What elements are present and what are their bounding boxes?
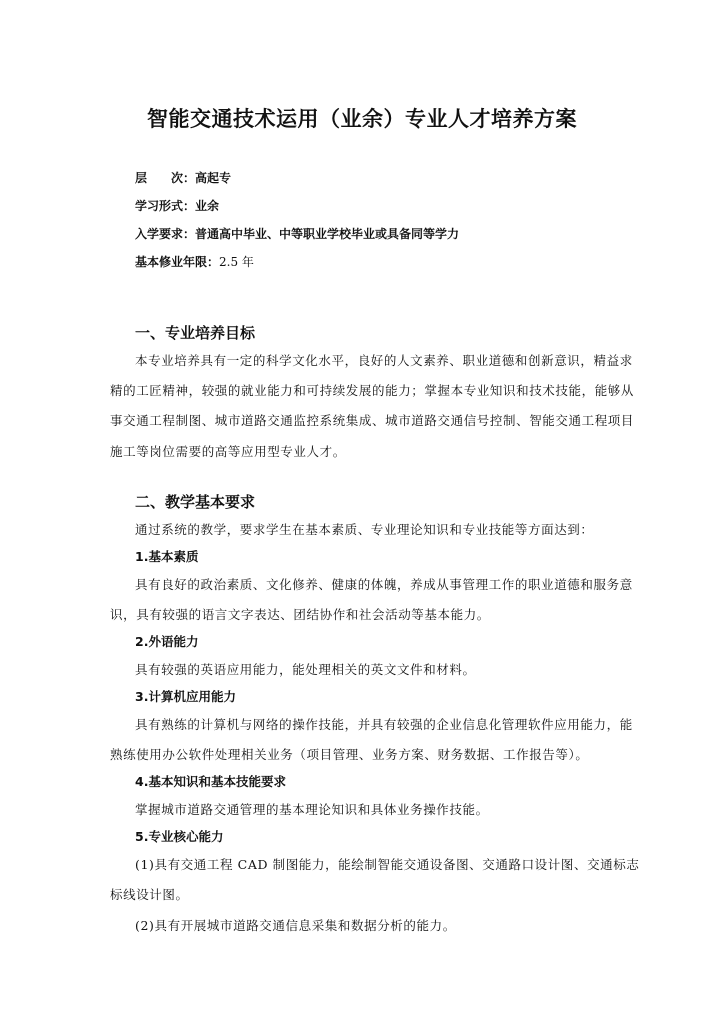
meta-duration [135, 253, 254, 270]
meta-level-value: 高起专 [195, 171, 232, 185]
paragraph-line: (1)具有交通工程 CAD 制图能力，能绘制智能交通设备图、交通路口设计图、交通标志 [135, 857, 640, 872]
meta-admission-label: 入学要求： [135, 227, 196, 241]
paragraph-line: 掌握城市道路交通管理的基本理论知识和具体业务操作技能。 [135, 802, 489, 817]
paragraph-line: (2)具有开展城市道路交通信息采集和数据分析的能力。 [135, 918, 456, 933]
paragraph-line: 具有良好的政治素质、文化修养、健康的体魄，养成从事管理工作的职业道德和服务意 [135, 577, 633, 592]
meta-study-form [135, 197, 219, 214]
paragraph-line: 精的工匠精神，较强的就业能力和可持续发展的能力；掌握本专业知识和技术技能，能够从 [110, 383, 635, 398]
paragraph-line: 事交通工程制图、城市道路交通监控系统集成、城市道路交通信号控制、智能交通工程项目 [110, 413, 635, 428]
document-title: 智能交通技术运用（业余）专业人才培养方案 [147, 107, 577, 131]
subheading-computer-skills: 3.计算机应用能力 [135, 689, 236, 704]
meta-admission [135, 225, 459, 242]
paragraph-line: 具有较强的英语应用能力，能处理相关的英文文件和材料。 [135, 662, 476, 677]
section-teaching-requirements-heading: 二、教学基本要求 [135, 493, 256, 511]
meta-admission-value: 普通高中毕业、中等职业学校毕业或具备同等学力 [195, 227, 460, 241]
subheading-basic-quality: 1.基本素质 [135, 549, 199, 564]
meta-study-form-value: 业余 [195, 199, 220, 213]
subheading-foreign-language: 2.外语能力 [135, 634, 199, 649]
meta-duration-label: 基本修业年限： [135, 255, 220, 269]
meta-study-form-label: 学习形式： [135, 199, 196, 213]
paragraph-line: 施工等岗位需要的高等应用型专业人才。 [110, 444, 346, 459]
subheading-core-ability: 5.专业核心能力 [135, 829, 224, 844]
meta-level-label: 层 次： [135, 171, 196, 185]
paragraph-line: 识，具有较强的语言文字表达、团结协作和社会活动等基本能力。 [110, 607, 490, 622]
subheading-basic-knowledge: 4.基本知识和基本技能要求 [135, 774, 286, 789]
section-training-goal-heading: 一、专业培养目标 [135, 324, 256, 342]
paragraph-line: 熟练使用办公软件处理相关业务（项目管理、业务方案、财务数据、工作报告等）。 [110, 747, 589, 762]
paragraph-line: 标线设计图。 [110, 887, 189, 902]
paragraph-line: 通过系统的教学，要求学生在基本素质、专业理论知识和专业技能等方面达到： [135, 522, 594, 537]
meta-duration-value: 2.5 年 [219, 255, 254, 269]
paragraph-line: 本专业培养具有一定的科学文化水平，良好的人文素养、职业道德和创新意识，精益求 [135, 353, 633, 368]
paragraph-line: 具有熟练的计算机与网络的操作技能，并具有较强的企业信息化管理软件应用能力，能 [135, 717, 633, 732]
meta-level [135, 169, 231, 186]
